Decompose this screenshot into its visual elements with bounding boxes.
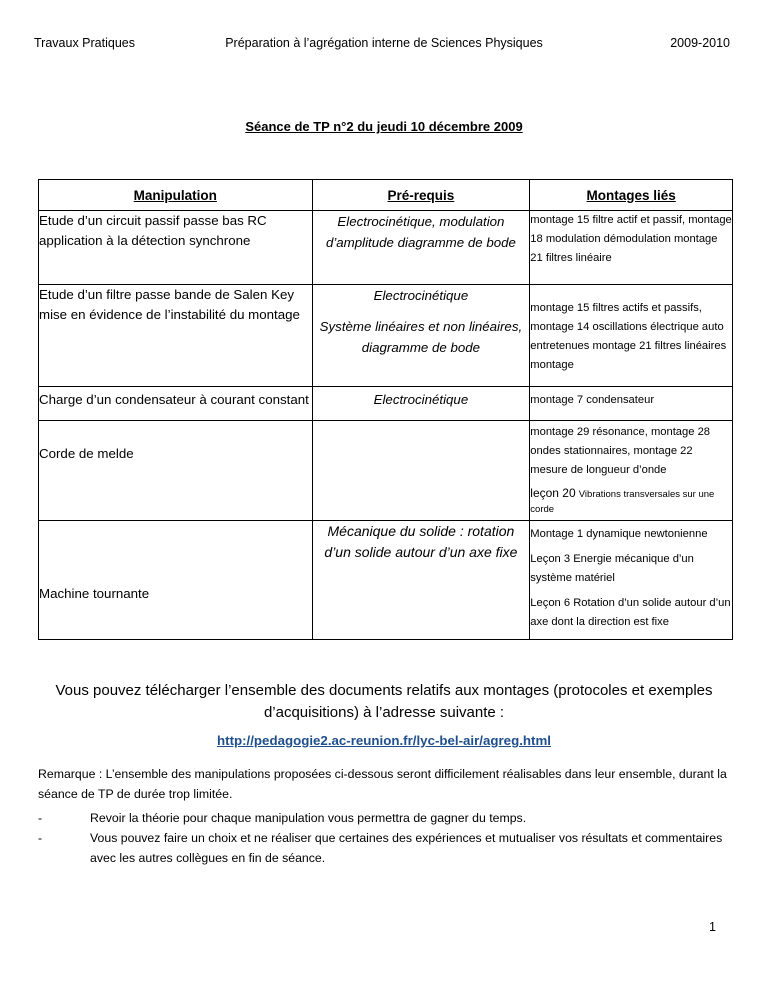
montages-cell xyxy=(530,521,733,640)
montage-text: Leçon 6 Rotation d’un solide autour d’un axe dont la direction est fixe xyxy=(530,597,731,628)
prereq-cell xyxy=(312,285,530,387)
bullet-list xyxy=(38,808,728,868)
tp-table xyxy=(38,179,733,640)
montage-text: Leçon 3 Energie mécanique d’un système matériel xyxy=(530,553,694,584)
prereq-cell xyxy=(312,421,530,521)
column-header-prerequis: Pré-requis xyxy=(312,180,530,211)
prereq-text: Electrocinétique, modulation d’amplitude diagramme de bode xyxy=(325,214,516,250)
montage-text: Montage 1 dynamique newtonienne xyxy=(530,528,708,540)
header-right: 2009-2010 xyxy=(670,36,730,50)
page-number: 1 xyxy=(709,920,716,934)
montage-text: montage 15 filtre actif et passif, montage 18 modulation démodulation montage 21 filtres linéaire xyxy=(530,214,732,264)
list-item xyxy=(38,808,728,828)
download-text: Vous pouvez télécharger l’ensemble des documents relatifs aux montages (protocoles et exemples d’acquisitions) à l’adresse suivante : xyxy=(55,682,713,721)
manip-cell: Machine tournante xyxy=(39,521,313,640)
manip-cell: Charge d’un condensateur à courant constant xyxy=(39,387,313,421)
montages-cell xyxy=(530,285,733,387)
montage-text: montage 7 condensateur xyxy=(530,394,655,406)
remark-text: Remarque : L’ensemble des manipulations proposées ci-dessous seront difficilement réalisables dans leur ensemble, durant la séance de TP de durée trop limitée. xyxy=(38,767,727,801)
list-item xyxy=(38,828,728,868)
manip-cell: Etude d’un circuit passif passe bas RC application à la détection synchrone xyxy=(39,211,313,285)
montages-cell xyxy=(530,421,733,521)
table-header-row xyxy=(39,180,733,211)
header-left: Travaux Pratiques xyxy=(34,36,135,50)
page-title: Séance de TP n°2 du jeudi 10 décembre 2009 xyxy=(245,119,523,134)
lecon-prefix: leçon 20 xyxy=(530,486,576,500)
column-header-montages: Montages liés xyxy=(530,180,733,211)
prereq-cell xyxy=(312,211,530,285)
bullet-marker: - xyxy=(38,831,43,845)
manip-cell: Etude d’un filtre passe bande de Salen Key mise en évidence de l’instabilité du montage xyxy=(39,285,313,387)
lecon-text xyxy=(530,486,732,517)
montages-cell xyxy=(530,211,733,285)
prereq-text: Electrocinétique xyxy=(373,288,469,303)
column-header-manipulation: Manipulation xyxy=(39,180,313,211)
prereq-cell xyxy=(312,521,530,640)
prereq-text: Mécanique du solide : rotation d’un solide autour d’un axe fixe xyxy=(324,523,518,560)
manip-cell: Corde de melde xyxy=(39,421,313,521)
table-row xyxy=(39,387,733,421)
table-row xyxy=(39,285,733,387)
table-row xyxy=(39,421,733,521)
table-row xyxy=(39,211,733,285)
prereq-text: Electrocinétique xyxy=(373,392,469,407)
lecon-title: Vibrations transversales sur une corde xyxy=(530,489,715,515)
montage-text: montage 15 filtres actifs et passifs, montage 14 oscillations électrique auto entretenues montage 21 filtres linéaires montage xyxy=(530,302,727,371)
table-row xyxy=(39,521,733,640)
bullet-marker: - xyxy=(38,811,43,825)
prereq-cell xyxy=(312,387,530,421)
montages-cell xyxy=(530,387,733,421)
prereq-text: Système linéaires et non linéaires, diagramme de bode xyxy=(319,319,523,355)
header-center: Préparation à l’agrégation interne de Sciences Physiques xyxy=(225,36,543,50)
montage-text: montage 29 résonance, montage 28 ondes stationnaires, montage 22 mesure de longueur d’onde xyxy=(530,426,711,476)
bullet-text: Revoir la théorie pour chaque manipulation vous permettra de gagner du temps. xyxy=(90,811,527,825)
agreg-link[interactable]: http://pedagogie2.ac-reunion.fr/lyc-bel-air/agreg.html xyxy=(217,733,551,748)
bullet-text: Vous pouvez faire un choix et ne réaliser que certaines des expériences et mutualiser vos résultats et commentaires avec les autres collègues en fin de séance. xyxy=(90,831,723,865)
